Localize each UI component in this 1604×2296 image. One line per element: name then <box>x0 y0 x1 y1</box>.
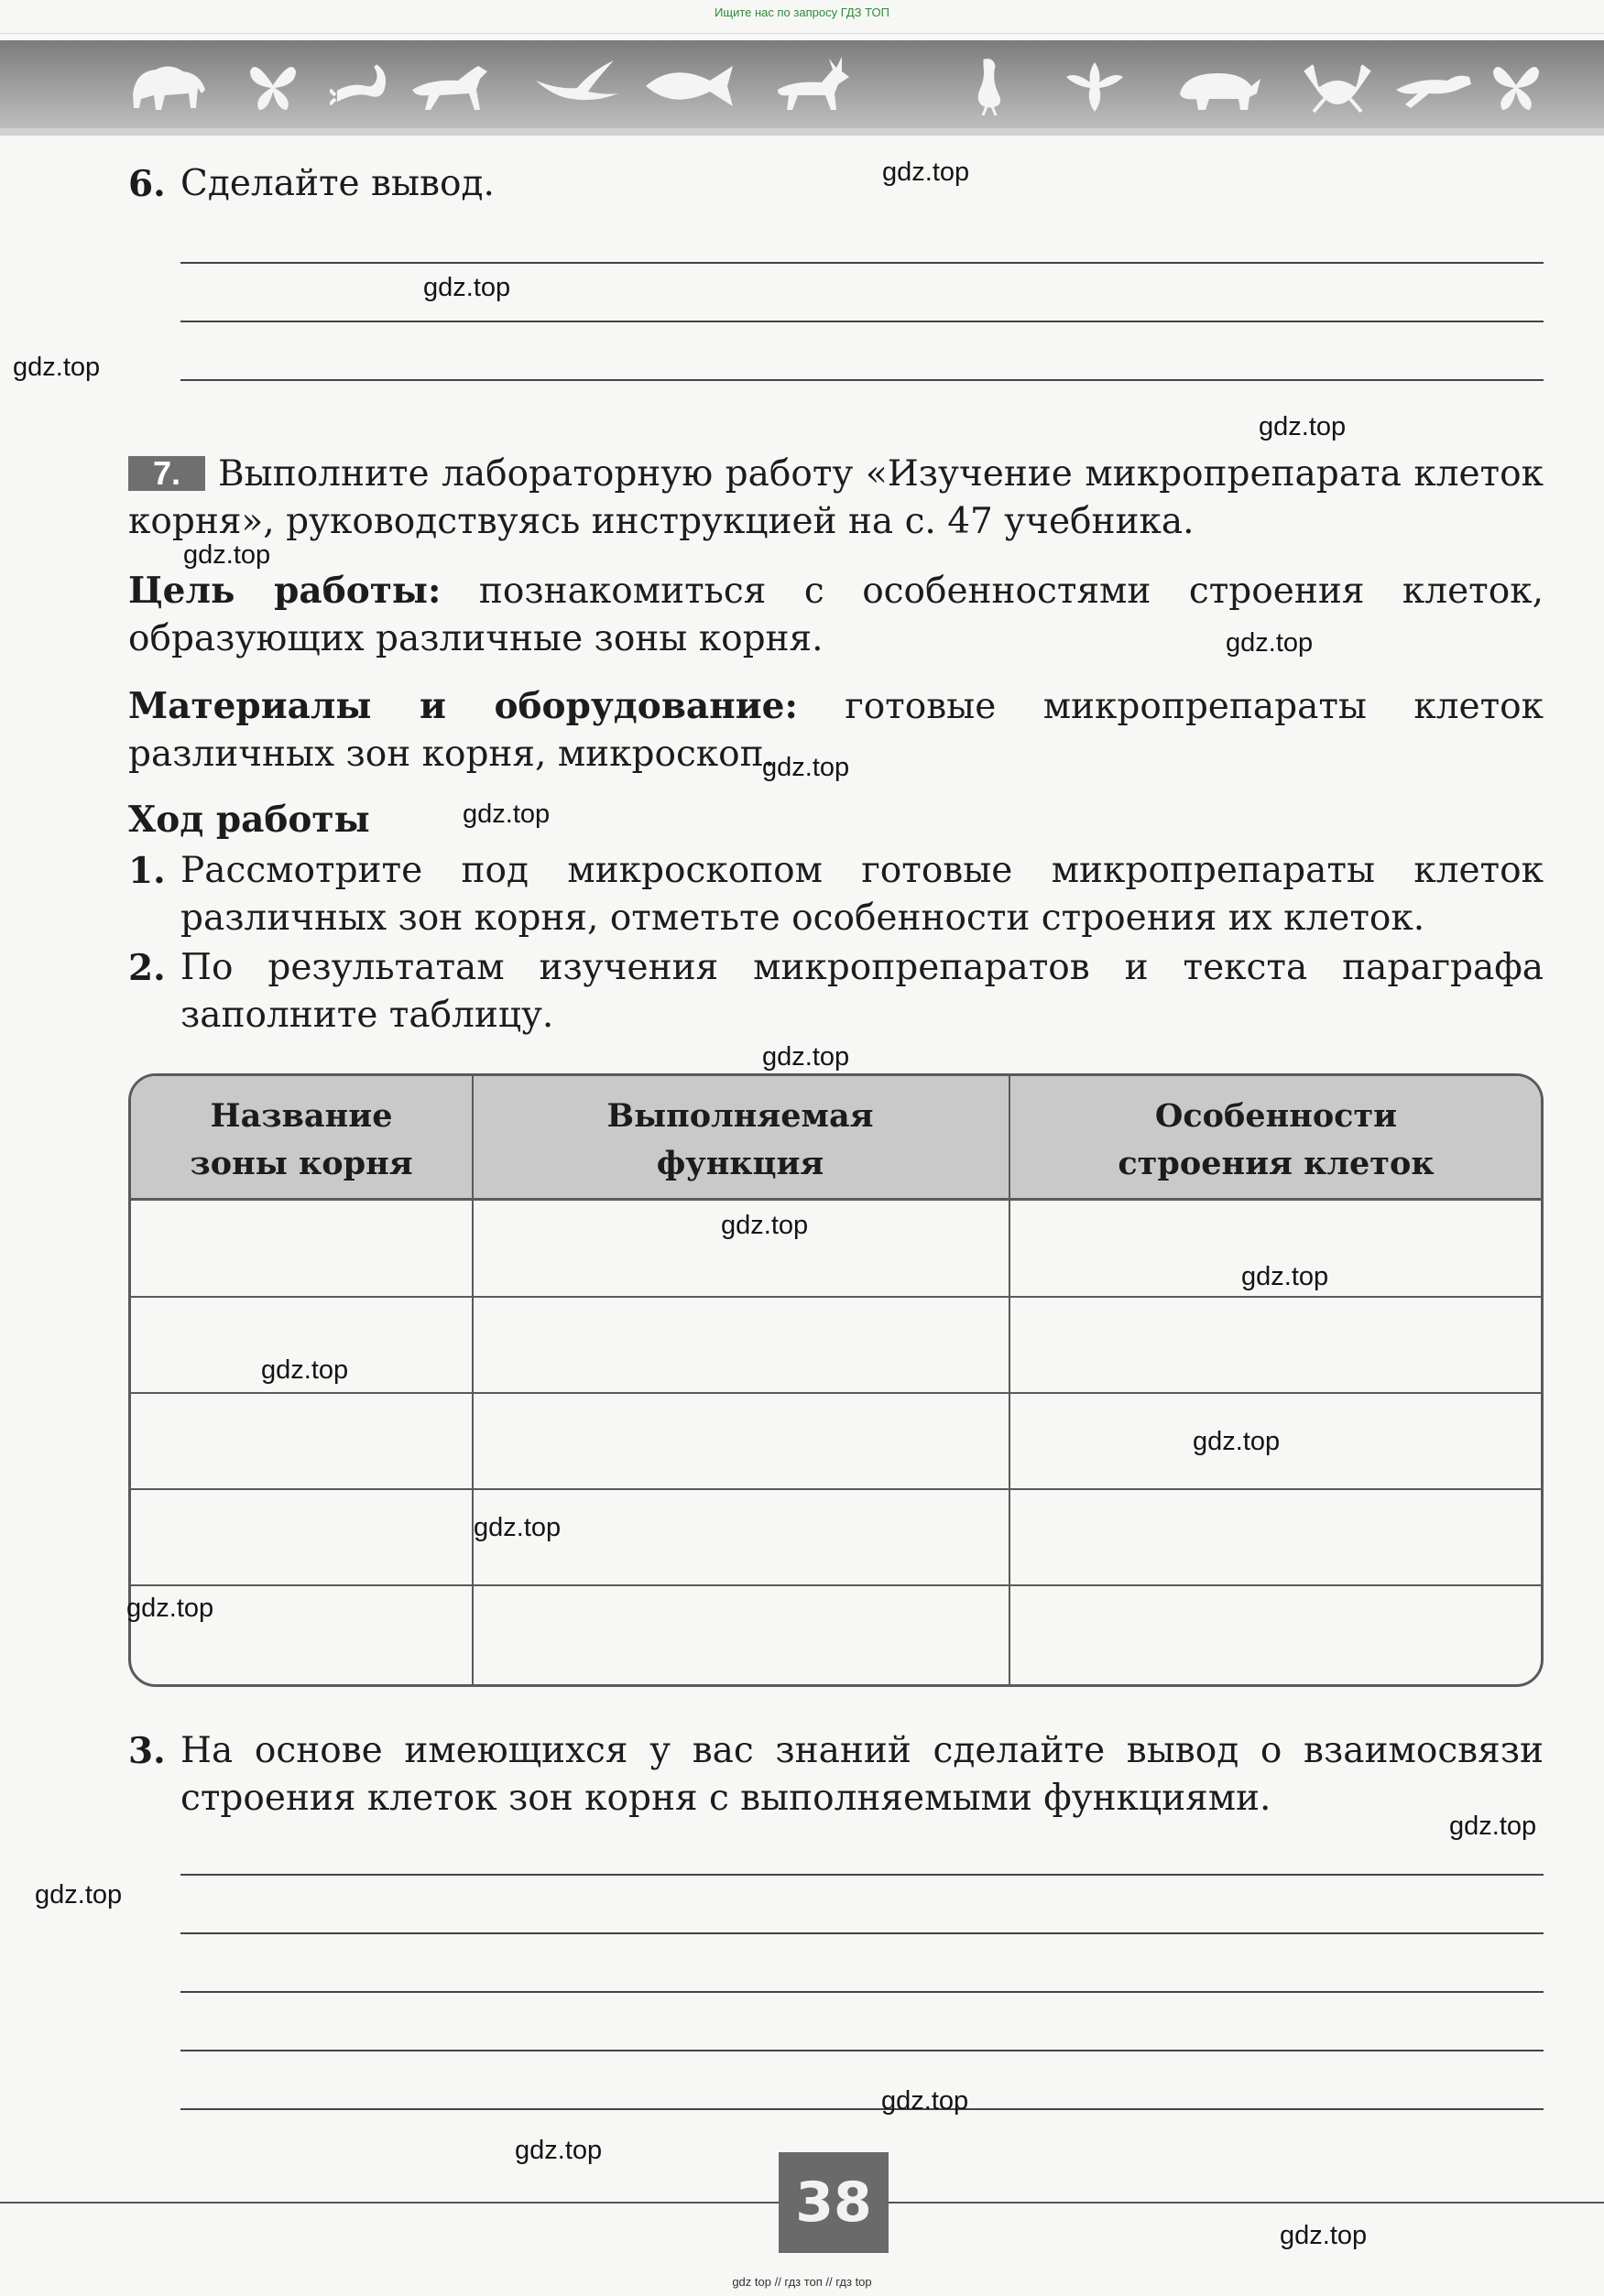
page-number: 38 <box>779 2152 889 2253</box>
insect-icon <box>1063 53 1127 117</box>
step-3 <box>128 1727 1544 1823</box>
step-number: 3. <box>128 1730 166 1772</box>
watermark: gdz.top <box>1259 412 1347 441</box>
task7-intro: Выполните лабораторную работу «Изучение микропрепарата клеток корня», руководствуясь инструкцией на с. 47 учебника. <box>128 453 1544 542</box>
watermark: gdz.top <box>1193 1427 1281 1456</box>
answer-line[interactable] <box>180 1874 1544 1876</box>
scorpion-icon <box>330 53 394 117</box>
row-divider <box>131 1584 1541 1586</box>
procedure-heading: Ход работы <box>128 799 370 841</box>
step-text: По результатам изучения микропрепаратов и текста параграфа заполните таблицу. <box>180 947 1544 1036</box>
header-cell-structure: Особенности строения клеток <box>1118 1097 1435 1182</box>
step-number: 2. <box>128 947 166 989</box>
watermark: gdz.top <box>1449 1812 1537 1841</box>
watermark: gdz.top <box>423 273 511 302</box>
answer-line[interactable] <box>180 379 1544 381</box>
crab-icon <box>1301 53 1374 117</box>
watermark: gdz.top <box>1226 628 1314 658</box>
materials-label: Материалы и оборудование: <box>128 685 798 727</box>
watermark: gdz.top <box>762 1042 850 1072</box>
butterfly-icon-2 <box>1489 53 1544 117</box>
watermark: gdz.top <box>762 753 850 782</box>
watermark: gdz.top <box>261 1355 349 1385</box>
task6 <box>128 160 1544 208</box>
watermark: gdz.top <box>1241 1262 1329 1291</box>
bottom-note: gdz top // гдз топ // гдз top <box>732 2275 872 2289</box>
rhino-icon <box>1173 53 1264 117</box>
answer-line[interactable] <box>180 262 1544 264</box>
banner-underline <box>0 128 1604 136</box>
step-1 <box>128 847 1544 942</box>
watermark: gdz.top <box>721 1211 809 1240</box>
column-divider <box>472 1076 474 1684</box>
task7-goal <box>128 567 1544 663</box>
row-divider <box>131 1488 1541 1490</box>
watermark: gdz.top <box>463 800 551 829</box>
bison-icon <box>128 53 211 117</box>
goal-label: Цель работы: <box>128 570 442 612</box>
watermark: gdz.top <box>515 2136 603 2165</box>
watermark: gdz.top <box>13 353 101 382</box>
watermark: gdz.top <box>35 1880 123 1910</box>
column-divider <box>1009 1076 1010 1684</box>
watermark: gdz.top <box>126 1594 214 1623</box>
row-divider <box>131 1296 1541 1298</box>
answer-line[interactable] <box>180 2050 1544 2051</box>
top-note[interactable]: Ищите нас по запросу ГДЗ ТОП <box>715 5 889 19</box>
header-zone-name: Название зоны корня <box>190 1097 413 1182</box>
header-function: Выполняемая функция <box>606 1097 874 1182</box>
row-divider <box>131 1392 1541 1394</box>
bird-icon <box>531 53 623 117</box>
answer-line[interactable] <box>180 1932 1544 1934</box>
watermark: gdz.top <box>474 1513 562 1542</box>
butterfly-icon <box>246 53 300 117</box>
watermark: gdz.top <box>183 540 271 570</box>
watermark: gdz.top <box>882 158 970 187</box>
fish-icon <box>641 53 742 117</box>
step-2 <box>128 944 1544 1039</box>
answer-line[interactable] <box>180 321 1544 322</box>
materials-text: готовые микропрепараты клеток различных зон корня, микроскоп. <box>128 686 1544 775</box>
step-text: Рассмотрите под микроскопом готовые микропрепараты клеток различных зон корня, отметьте особенности строения их клеток. <box>180 850 1544 939</box>
task6-number: 6. <box>128 163 166 205</box>
answer-line[interactable] <box>180 1991 1544 1993</box>
top-divider <box>0 33 1604 34</box>
answer-line[interactable] <box>180 2108 1544 2110</box>
task7-number-badge: 7. <box>128 456 205 491</box>
horse-icon <box>403 53 495 117</box>
watermark: gdz.top <box>881 2086 969 2116</box>
step-text: На основе имеющихся у вас знаний сделайте вывод о взаимосвязи строения клеток зон корня с выполняемыми функциями. <box>180 1730 1544 1819</box>
task6-text: Сделайте вывод. <box>180 163 495 204</box>
deer-icon <box>765 53 857 117</box>
watermark: gdz.top <box>1280 2221 1368 2250</box>
step-number: 1. <box>128 850 166 892</box>
cheetah-icon <box>1392 53 1475 117</box>
heron-icon <box>966 53 1012 117</box>
goal-text: познакомиться с особенностями строения клеток, образующих различные зоны корня. <box>128 571 1544 659</box>
